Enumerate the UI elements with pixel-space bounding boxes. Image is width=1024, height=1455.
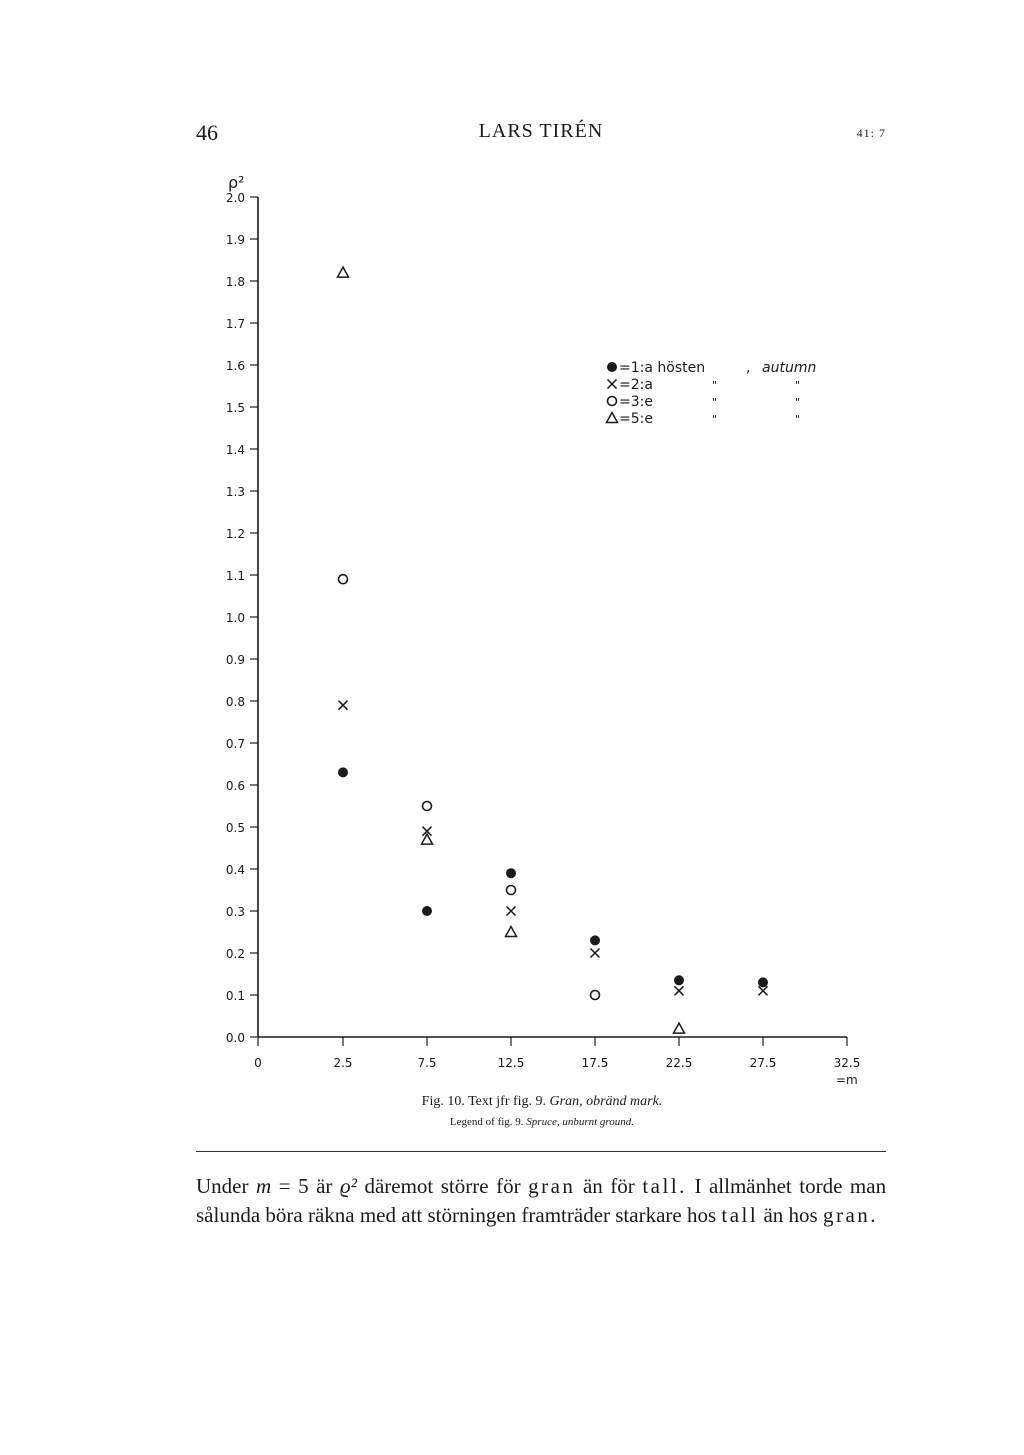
y-tick-label: 1.0 xyxy=(225,611,245,625)
data-point-open-circle xyxy=(339,575,348,584)
data-point-filled-circle xyxy=(590,935,600,945)
y-tick-label: 0.1 xyxy=(225,989,245,1003)
data-point-open-circle xyxy=(507,886,516,895)
data-point-filled-circle xyxy=(422,906,432,916)
caption-prefix: Fig. 10. Text jfr fig. 9. xyxy=(421,1094,547,1109)
data-point-cross xyxy=(675,986,684,995)
data-point-filled-circle xyxy=(674,975,684,985)
caption-en-prefix: Legend of fig. 9. xyxy=(449,1116,524,1128)
legend-ditto: " xyxy=(712,396,718,409)
data-point-filled-circle xyxy=(338,767,348,777)
caption-en-italic: Spruce, unburnt ground. xyxy=(526,1116,635,1128)
legend-label: =2:a xyxy=(619,377,653,393)
x-tick-label: 2.5 xyxy=(333,1056,353,1070)
x-tick-label: 7.5 xyxy=(417,1056,437,1070)
y-tick-label: 0.0 xyxy=(225,1031,245,1045)
data-point-cross xyxy=(608,380,617,389)
y-tick-label: 0.8 xyxy=(225,695,245,709)
data-point-triangle xyxy=(607,413,618,423)
y-tick-label: 1.4 xyxy=(225,443,245,457)
y-tick-label: 1.8 xyxy=(225,275,245,289)
data-point-open-circle xyxy=(608,397,617,406)
data-point-cross xyxy=(591,949,600,958)
x-tick-label: 17.5 xyxy=(581,1056,609,1070)
data-point-cross xyxy=(507,907,516,916)
y-tick-label: 1.6 xyxy=(225,359,245,373)
y-tick-label: 1.7 xyxy=(225,317,245,331)
legend-ditto: " xyxy=(795,413,801,426)
y-tick-label: 0.7 xyxy=(225,737,245,751)
legend-ditto: " xyxy=(795,379,801,392)
running-title: LARS TIRÉN xyxy=(478,120,604,142)
caption-italic: Gran, obränd mark. xyxy=(549,1094,663,1109)
legend-english: autumn xyxy=(762,360,817,376)
x-axis-label: =m xyxy=(836,1073,858,1087)
data-point-filled-circle xyxy=(758,977,768,987)
data-point-open-circle xyxy=(423,802,432,811)
x-tick-label: 22.5 xyxy=(665,1056,693,1070)
y-tick-label: 1.1 xyxy=(225,569,245,583)
data-point-triangle xyxy=(506,927,517,937)
legend-ditto: " xyxy=(712,413,718,426)
y-axis-label: ρ² xyxy=(228,173,245,192)
divider xyxy=(196,1151,886,1152)
data-point-triangle xyxy=(338,267,349,277)
legend-label: =1:a hösten xyxy=(619,360,706,376)
data-point-triangle xyxy=(674,1023,685,1033)
x-tick-label: 32.5 xyxy=(833,1056,861,1070)
y-tick-label: 1.5 xyxy=(225,401,245,415)
y-tick-label: 1.3 xyxy=(225,485,245,499)
y-tick-label: 2.0 xyxy=(225,191,245,205)
figure-caption xyxy=(0,1094,1024,1110)
y-tick-label: 0.3 xyxy=(225,905,245,919)
y-tick-label: 0.5 xyxy=(225,821,245,835)
legend-label: =5:e xyxy=(619,411,653,427)
legend-ditto: " xyxy=(712,379,718,392)
y-tick-label: 1.2 xyxy=(225,527,245,541)
data-point-cross xyxy=(759,986,768,995)
legend-separator: , xyxy=(746,360,751,376)
data-point-open-circle xyxy=(591,991,600,1000)
y-tick-label: 0.4 xyxy=(225,863,245,877)
y-tick-label: 0.9 xyxy=(225,653,245,667)
legend-label: =3:e xyxy=(619,394,653,410)
volume-number: 41: 7 xyxy=(856,126,886,140)
y-tick-label: 0.6 xyxy=(225,779,245,793)
legend-ditto: " xyxy=(795,396,801,409)
page-number: 46 xyxy=(196,120,218,145)
data-point-filled-circle xyxy=(607,362,617,372)
data-point-cross xyxy=(339,701,348,710)
y-tick-label: 0.2 xyxy=(225,947,245,961)
figure-caption-english xyxy=(0,1116,1024,1128)
data-point-filled-circle xyxy=(506,868,516,878)
y-tick-label: 1.9 xyxy=(225,233,245,247)
x-tick-label: 12.5 xyxy=(497,1056,525,1070)
x-tick-label: 27.5 xyxy=(749,1056,777,1070)
x-tick-label: 0 xyxy=(254,1056,262,1070)
body-paragraph: Under m = 5 är ϱ² däremot större för gran än för tall. I allmänhet torde man sålunda böra räkna med att störningen framträder starkare hos tall än hos gran. xyxy=(196,1174,887,1227)
